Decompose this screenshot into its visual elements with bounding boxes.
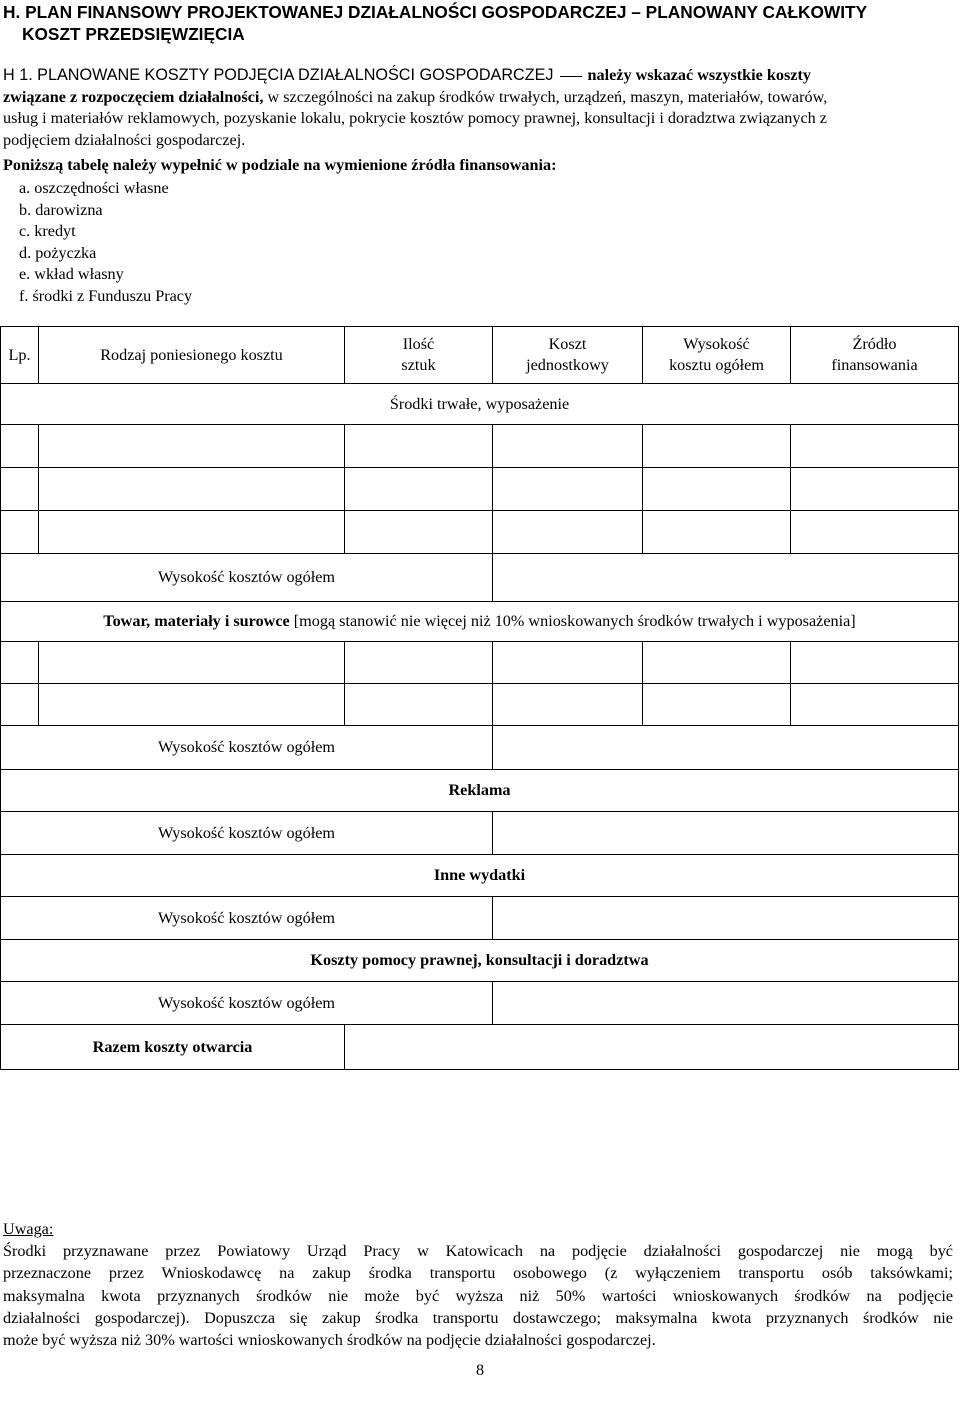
note-line: Środki przyznawane przez Powiatowy Urząd Pracy w Katowicach na podjęcie działalności gospodarczej nie mogą być [3,1242,953,1261]
total-label: Wysokość kosztów ogółem [1,726,493,770]
table-instruction: Poniższą tabelę należy wypełnić w podziale na wymienione źródła finansowania: [3,156,557,174]
total-label: Wysokość kosztów ogółem [1,897,493,940]
table-row[interactable] [1,511,959,554]
source-item: a. oszczędności własne [19,179,169,197]
table-row[interactable] [1,684,959,726]
grand-total-label: Razem koszty otwarcia [1,1025,345,1070]
total-value[interactable] [493,726,959,770]
dash-separator [560,76,582,78]
total-label: Wysokość kosztów ogółem [1,982,493,1025]
table-row[interactable] [1,425,959,468]
intro-line-2: w szczególności na zakup środków trwałych, urządzeń, maszyn, materiałów, towarów, [263,87,828,106]
financing-sources-list [19,178,192,307]
note-line: przeznaczone przez Wnioskodawcę na zakup środka transportu osobowego (z wyłączeniem transportu osób taksówkami; [3,1264,953,1283]
note-line: działalności gospodarczej). Dopuszcza się zakup środka transportu dostawczego; maksymalna kwota przyznanych środków nie [3,1308,953,1327]
source-item: b. darowizna [19,200,103,219]
total-value[interactable] [493,982,959,1025]
total-value[interactable] [493,554,959,602]
page-number: 8 [475,1361,485,1379]
section-srodki-trwale: Środki trwałe, wyposażenie [1,384,959,425]
note-title: Uwaga: [3,1220,54,1238]
subsection-label: H 1. PLANOWANE KOSZTY PODJĘCIA DZIAŁALNOŚCI GOSPODARCZEJ [3,66,554,84]
intro-lead: należy wskazać wszystkie koszty [587,66,811,84]
col-header-koszt: Koszt jednostkowy [493,327,643,384]
col-header-rodzaj: Rodzaj poniesionego kosztu [39,327,345,384]
intro-bold-phrase: związane z rozpoczęciem działalności, [3,87,264,106]
col-header-lp: Lp. [1,327,39,384]
source-item: c. kredyt [19,222,76,240]
table-header-row [1,327,959,384]
note-line: może być wyższa niż 30% wartości wnioskowanych środków na podjęcie działalności gospodarczej. [3,1331,656,1350]
section-heading [3,1,953,45]
table-row[interactable] [1,468,959,511]
total-value[interactable] [493,897,959,940]
note-block [3,1218,953,1351]
cost-table [0,326,959,1070]
section-inne: Inne wydatki [1,855,959,897]
grand-total-value[interactable] [345,1025,959,1070]
note-line: maksymalna kwota przyznanych środków nie może być wyższa niż 50% wartości wnioskowanych środków na podjęcie [3,1286,953,1305]
intro-line-4: podjęciem działalności gospodarczej. [3,130,246,149]
source-item: d. pożyczka [19,243,97,262]
section-pomoc-prawna: Koszty pomocy prawnej, konsultacji i doradztwa [1,940,959,982]
intro-line-3: usług i materiałów reklamowych, pozyskanie lokalu, pokrycie kosztów pomocy prawnej, konsultacji i doradztwa związanych z [3,109,827,127]
total-value[interactable] [493,812,959,855]
col-header-ilosc: Ilość sztuk [345,327,493,384]
heading-line-2: KOSZT PRZEDSIĘWZIĘCIA [22,24,245,44]
col-header-wysokosc: Wysokość kosztu ogółem [643,327,791,384]
section-reklama: Reklama [1,770,959,812]
section-towar: Towar, materiały i surowce [mogą stanowić nie więcej niż 10% wnioskowanych środków trwałych i wyposażenia] [1,602,959,642]
source-item: f. środki z Funduszu Pracy [19,286,193,305]
heading-line-1: H. PLAN FINANSOWY PROJEKTOWANEJ DZIAŁALNOŚCI GOSPODARCZEJ – PLANOWANY CAŁKOWITY [3,2,868,22]
total-label: Wysokość kosztów ogółem [1,812,493,855]
intro-paragraph [3,65,956,151]
table-row[interactable] [1,642,959,684]
col-header-zrodlo: Źródło finansowania [791,327,959,384]
total-label: Wysokość kosztów ogółem [1,554,493,602]
source-item: e. wkład własny [19,265,124,283]
